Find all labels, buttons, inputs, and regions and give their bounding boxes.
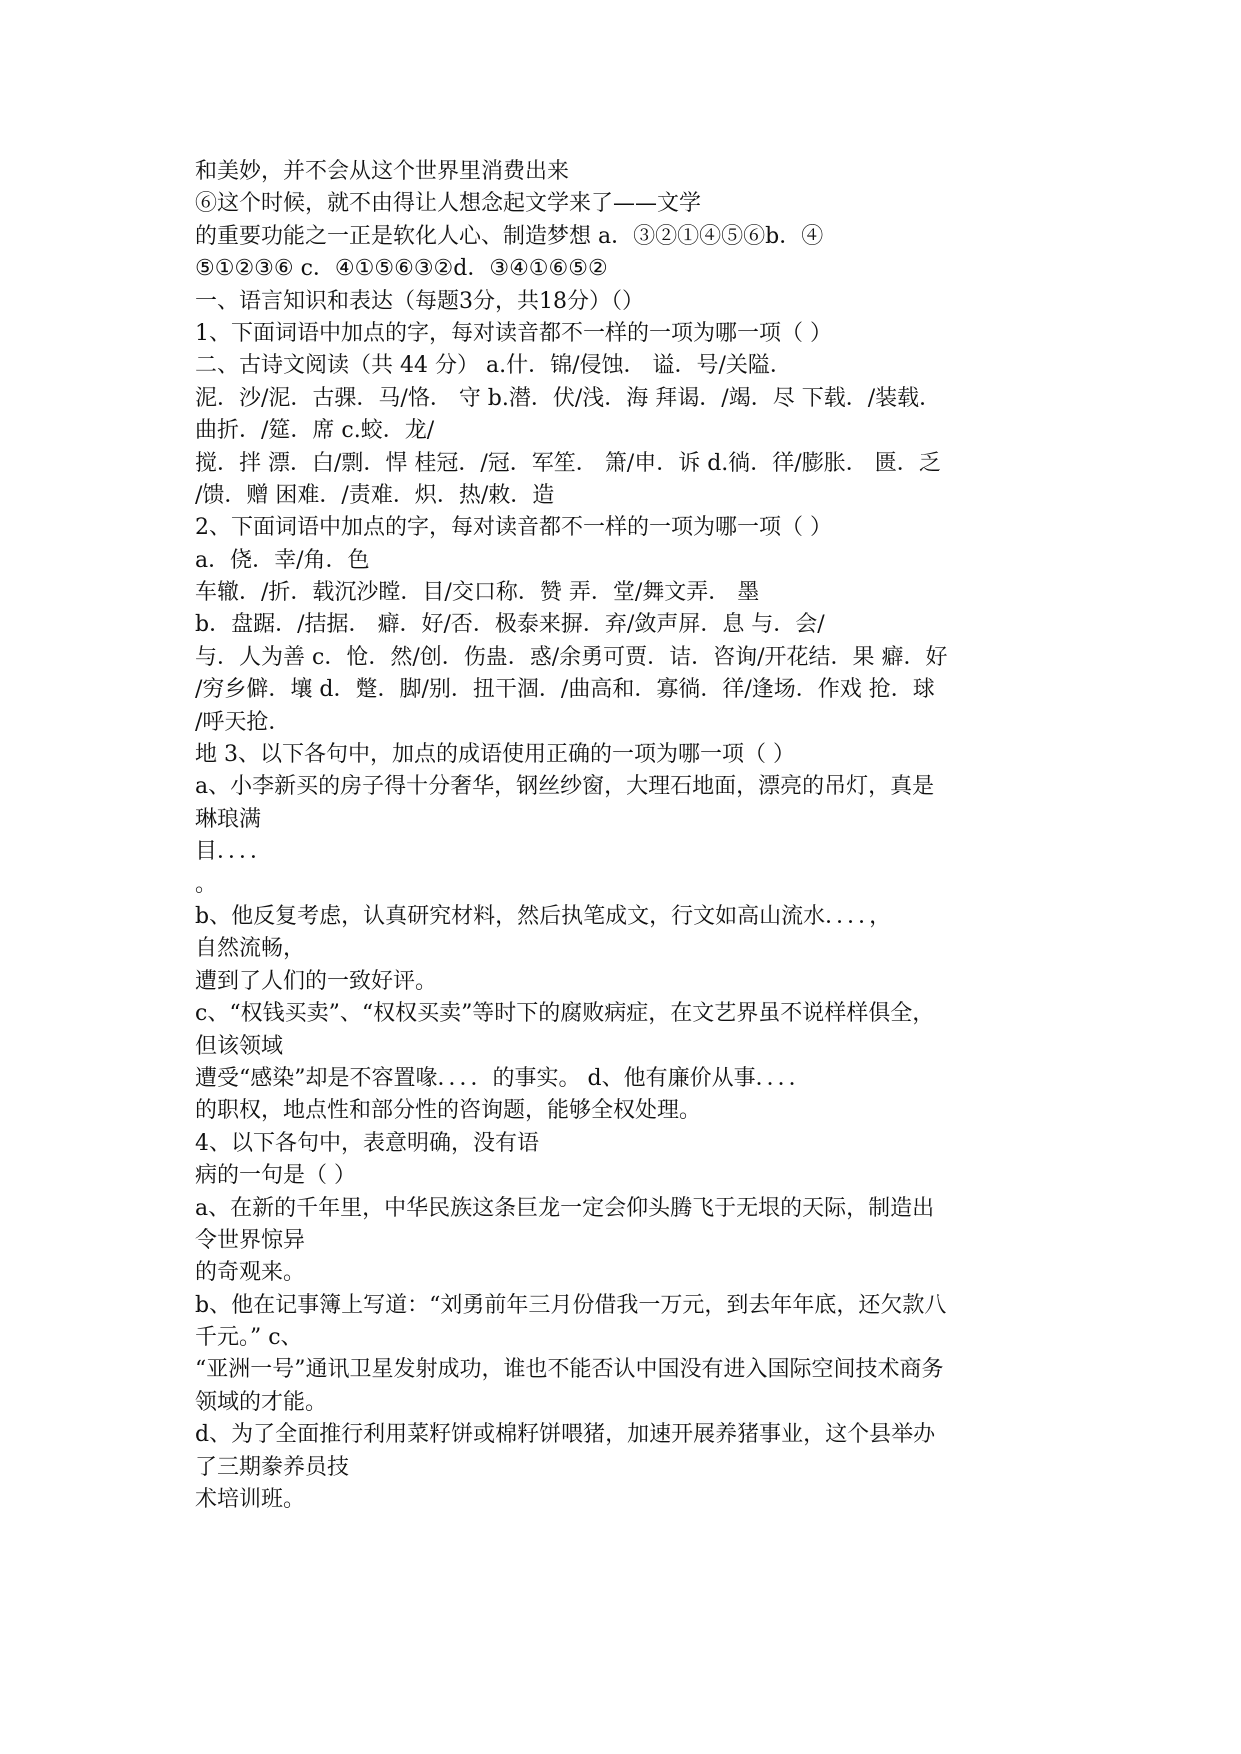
text-line: 千元。” c、	[195, 1325, 303, 1351]
question-text: 地 3、以下各句中，加点的成语使用正确的一项为哪一项（ ）	[195, 742, 795, 768]
question-text: 2、下面词语中加点的字，每对读音都不一样的一项为哪一项（ ）	[195, 515, 832, 541]
text-line: 令世界惊异	[195, 1227, 306, 1253]
question-text: 1、下面词语中加点的字，每对读音都不一样的一项为哪一项（ ）	[195, 320, 832, 346]
text-line: 与．人为善 c．怆．然/创．伤蛊．惑/余勇可贾．诘．咨询/开花结．果 癖．好	[195, 644, 948, 670]
text-line: 目．．．．	[195, 839, 273, 865]
text-line: ⑤①②③⑥ c．④①⑤⑥③②d．③④①⑥⑤②	[195, 256, 608, 282]
text-line: 术培训班。	[195, 1487, 306, 1513]
option-text: a、在新的千年里，中华民族这条巨龙一定会仰头腾飞于无垠的天际，制造出	[195, 1195, 935, 1221]
question-text: 4、以下各句中，表意明确，没有语	[195, 1130, 539, 1156]
text-line: 泥．沙/泥．古骒．马/恪． 守 b.潜．伏/浅．海 拜谒．/竭．尽 下载．/装载．	[195, 385, 942, 411]
section-heading: 二、古诗文阅读（共 44 分） a.什．锦/侵蚀． 谥．号/关隘．	[195, 353, 792, 379]
text-line: /馈．赠 困难．/责难．炽．热/敕．造	[195, 482, 555, 508]
text-line: 病的一句是（ ）	[195, 1163, 356, 1189]
text-line: 遭受“感染”却是不容置喙．．．．的事实。 d、他有廉价从事．．．．	[195, 1065, 811, 1091]
text-line: 了三期豢养员技	[195, 1454, 350, 1480]
text-line: 但该领域	[195, 1033, 284, 1059]
option-text: d、为了全面推行利用菜籽饼或棉籽饼喂猪，加速开展养猪事业，这个县举办	[195, 1422, 936, 1448]
text-line: “亚洲一号”通讯卫星发射成功，谁也不能否认中国没有进入国际空间技术商务	[195, 1357, 944, 1383]
text-line: 的重要功能之一正是软化人心、制造梦想 a．③②①④⑤⑥b．④	[195, 223, 824, 249]
text-line: 和美妙，并不会从这个世界里消费出来	[195, 159, 570, 184]
text-line: 遭到了人们的一致好评。	[195, 968, 438, 994]
option-text: b．盘踞．/拮据． 癖．好/否．极泰来摒．弃/敛声屏．息 与．会/	[195, 612, 825, 638]
section-heading: 一、语言知识和表达（每题3分，共18分）（）	[195, 288, 644, 314]
text-line: 的奇观来。	[195, 1260, 306, 1286]
text-line: 。	[195, 871, 218, 897]
text-line: 曲折．/筵．席 c.蛟．龙/	[195, 418, 435, 444]
text-line: 自然流畅，	[195, 936, 306, 962]
text-line: /穷乡僻．壤 d．蹩．脚/别．扭干涸．/曲高和．寡徜．徉/逢场．作戏 抢．球	[195, 677, 935, 703]
text-line: 搅．拌 漂．白/剽．悍 桂冠．/冠．军笙． 箫/申．诉 d.徜．徉/膨胀． 匮．乏	[195, 450, 941, 476]
option-text: a．侥．幸/角．色	[195, 547, 370, 573]
option-text: a、小李新买的房子得十分奢华，钢丝纱窗，大理石地面，漂亮的吊灯，真是	[195, 774, 935, 800]
option-text: c、“权钱买卖”、“权权买卖”等时下的腐败病症，在文艺界虽不说样样俱全，	[195, 1001, 935, 1027]
text-line: 琳琅满	[195, 806, 262, 832]
text-line: 的职权，地点性和部分性的咨询题，能够全权处理。	[195, 1098, 702, 1124]
text-line: /呼天抢．	[195, 709, 291, 735]
option-text: b、他反复考虑，认真研究材料，然后执笔成文，行文如高山流水．．．．，	[195, 903, 892, 929]
text-line: 领域的才能。	[195, 1389, 328, 1415]
document-body	[195, 156, 1055, 1516]
text-line: 车辙．/折．载沉沙瞠．目/交口称．赞 弄．堂/舞文弄． 墨	[195, 580, 760, 606]
text-line: ⑥这个时候，就不由得让人想念起文学来了——文学	[195, 191, 702, 217]
option-text: b、他在记事簿上写道：“刘勇前年三月份借我一万元，到去年年底，还欠款八	[195, 1292, 947, 1318]
